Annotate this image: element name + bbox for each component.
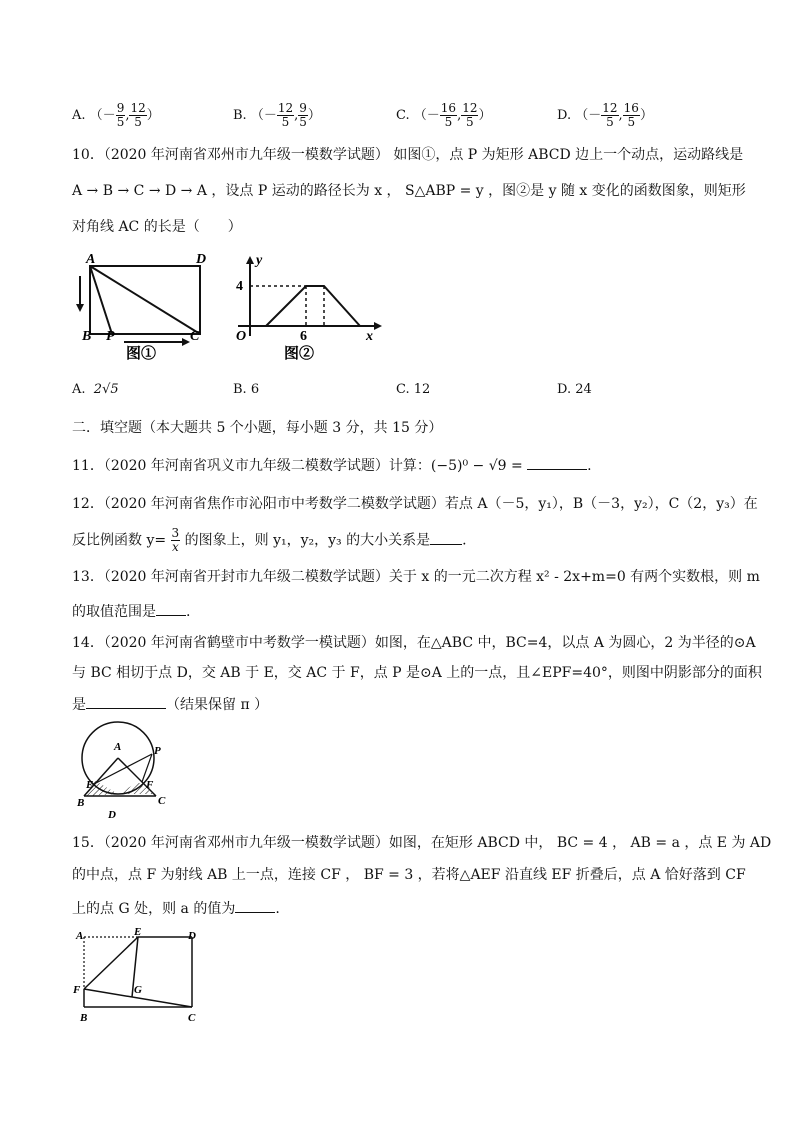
q10-figure-1 — [74, 248, 224, 366]
label-c: C — [158, 795, 166, 807]
label-x: x — [366, 329, 373, 344]
label-b: B — [82, 329, 92, 344]
label-e: E — [86, 779, 94, 791]
q13-line1: 13．（2020 年河南省开封市九年级二模数学试题）关于 x 的一元二次方程 x² - 2x+m=0 有两个实数根，则 m — [72, 569, 760, 585]
label-d: D — [108, 809, 116, 821]
answer-blank — [86, 694, 166, 709]
q10-option-d: D. 24 — [557, 382, 592, 397]
q10-line3: 对角线 AC 的长是（ ） — [72, 219, 242, 235]
q10-option-b: B. 6 — [233, 382, 260, 397]
segment-fe — [84, 937, 138, 989]
label-a: A — [86, 252, 96, 267]
segment-ap — [90, 266, 112, 334]
x-axis-arrow-icon — [374, 322, 382, 330]
y-axis-arrow-icon — [246, 256, 254, 264]
q14-line3: 是 （结果保留 π ） — [72, 694, 268, 715]
section-2-heading: 二．填空题（本大题共 5 个小题，每小题 3 分，共 15 分） — [72, 420, 443, 436]
q10-line1: 10．（2020 年河南省邓州市九年级一模数学试题） 如图①，点 P 为矩形 ABCD 边上一个动点，运动路线是 — [72, 147, 744, 163]
label-o: O — [236, 329, 247, 344]
q11: 11．（2020 年河南省巩义市九年级二模数学试题）计算：(−5)⁰ − √9 = . — [72, 455, 592, 476]
q9-option-b: B. （－ $\frac{12}{5}$ , $\frac{9}{5}$ ） — [233, 101, 321, 129]
q12-line2: 反比例函数 y= $\frac{3}{x}$ 的图象上，则 y₁，y₂，y₃ 的大小关系是 . — [72, 526, 467, 554]
q9-option-a: A. （－ $\frac{9}{5}$ , $\frac{12}{5}$ ） — [72, 101, 160, 129]
q10-figure-2 — [228, 248, 388, 366]
q9-option-c: C. （－ $\frac{16}{5}$ , $\frac{12}{5}$ ） — [396, 101, 492, 129]
label-a: A — [114, 741, 122, 753]
option-label: B. — [233, 108, 247, 123]
function-graph — [266, 286, 360, 326]
label-6: 6 — [300, 329, 307, 344]
label-f: F — [146, 779, 154, 791]
label-c: C — [188, 1012, 196, 1024]
option-label: C. — [396, 108, 410, 123]
q13-line2: 的取值范围是 . — [72, 601, 190, 622]
q15-figure — [70, 925, 210, 1025]
label-c: C — [190, 329, 200, 344]
q12-line1: 12．（2020 年河南省焦作市沁阳市中考数学二模数学试题）若点 A（－5，y₁），B（－3，y₂），C（2，y₃）在 — [72, 496, 758, 512]
q10-line2: A → B → C → D → A ，设点 P 运动的路径长为 x ， S△ABP = y ，图②是 y 随 x 变化的函数图象，则矩形 — [72, 183, 746, 199]
option-label: D. — [557, 108, 572, 123]
q15-line2: 的中点，点 F 为射线 AB 上一点，连接 CF ， BF = 3 ，若将△AEF 沿直线 EF 折叠后，点 A 恰好落到 CF — [72, 867, 746, 883]
arrow-down-head-icon — [76, 304, 84, 312]
label-e: E — [134, 926, 142, 938]
q14-figure — [74, 718, 174, 822]
arrow-right-head-icon — [182, 338, 190, 346]
caption-fig2: 图② — [284, 346, 315, 362]
answer-blank — [235, 898, 275, 913]
caption-fig1: 图① — [126, 346, 157, 362]
answer-blank — [430, 530, 462, 545]
q15-line3: 上的点 G 处，则 a 的值为 . — [72, 898, 280, 919]
answer-blank — [527, 455, 587, 470]
label-4: 4 — [236, 279, 243, 294]
label-p: P — [154, 745, 161, 757]
q10-option-c: C. 12 — [396, 382, 431, 397]
q14-line1: 14．（2020 年河南省鹤壁市中考数学一模试题）如图，在△ABC 中，BC=4，以点 A 为圆心，2 为半径的⊙A — [72, 635, 756, 651]
label-g: G — [134, 984, 142, 996]
label-d: D — [188, 930, 196, 942]
label-f: F — [73, 984, 81, 996]
label-d: D — [196, 252, 207, 267]
q9-option-d: D. （－ $\frac{12}{5}$ , $\frac{16}{5}$ ） — [557, 101, 653, 129]
option-label: A. — [72, 108, 86, 123]
q14-line2: 与 BC 相切于点 D，交 AB 于 E，交 AC 于 F，点 P 是⊙A 上的一点，且∠EPF=40°，则图中阴影部分的面积 — [72, 665, 762, 681]
label-y: y — [256, 253, 263, 268]
q10-option-a: A. 2√5 — [72, 382, 119, 397]
label-b: B — [80, 1012, 88, 1024]
label-p: P — [106, 329, 115, 344]
diagonal-ac — [90, 266, 200, 334]
answer-blank — [156, 601, 186, 616]
q15-line1: 15．（2020 年河南省邓州市九年级一模数学试题）如图，在矩形 ABCD 中， BC = 4 ， AB = a ，点 E 为 AD — [72, 835, 772, 851]
label-b: B — [77, 797, 85, 809]
label-a: A — [76, 930, 84, 942]
